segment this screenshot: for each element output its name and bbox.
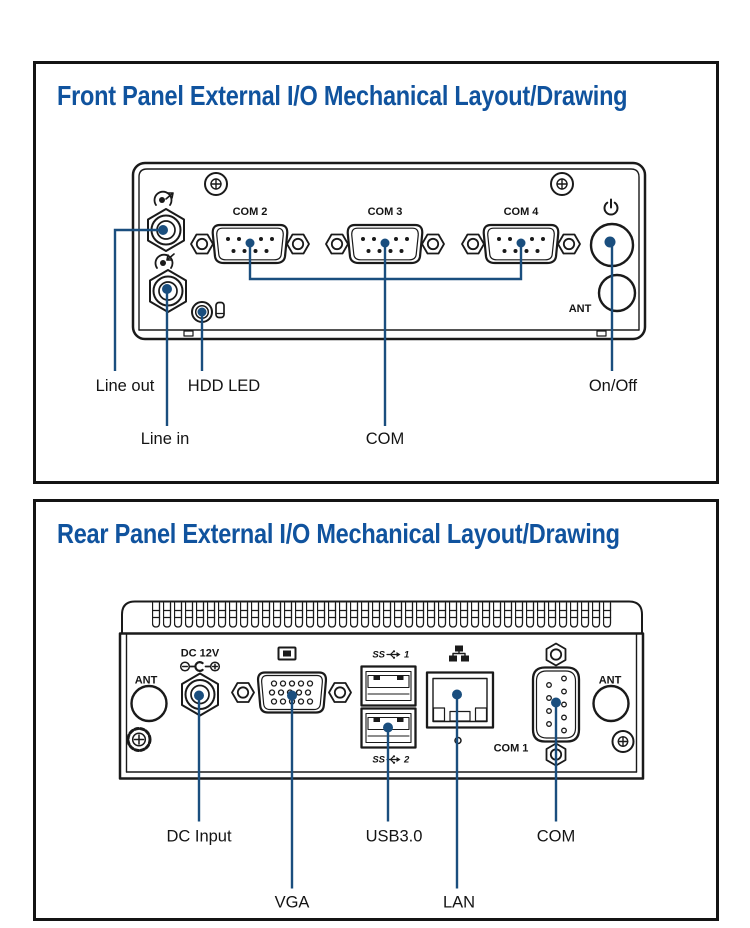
usb2-num-text: 2 [404, 754, 410, 766]
usb1-ss-label [372, 650, 409, 661]
dot-com3 [381, 239, 390, 248]
hdd-icon [216, 303, 224, 318]
rear-ant-right-label: ANT [598, 674, 622, 687]
dot-line-in [162, 284, 172, 294]
dot-com2 [246, 239, 255, 248]
dc-12v-label: DC 12V [180, 647, 220, 660]
front-screw-top-left [205, 173, 227, 195]
usb1-ss-text: SS [372, 649, 385, 661]
dot-hdd-led [198, 308, 207, 317]
lan-icon [449, 646, 469, 662]
usb-port-1 [362, 667, 416, 706]
rear-panel-title: Rear Panel External I/O Mechanical Layout/Drawing [57, 518, 620, 549]
dc-polarity-icon [181, 662, 220, 671]
callout-on-off: On/Off [588, 377, 638, 395]
power-icon [605, 200, 618, 215]
callout-com: COM [365, 430, 405, 448]
usb-trident-icon [387, 650, 401, 659]
callout-line-out: Line out [95, 377, 155, 395]
front-screw-top-right [551, 173, 573, 195]
front-panel-title: Front Panel External I/O Mechanical Layout/Drawing [57, 80, 628, 111]
line-out-icon [155, 192, 174, 205]
com2-label: COM 2 [232, 206, 268, 218]
front-ant-hole [599, 275, 635, 311]
callout-hdd-led: HDD LED [187, 377, 261, 395]
front-panel-drawing [36, 64, 716, 481]
dot-line-out [158, 225, 168, 235]
callout-usb: USB3.0 [365, 827, 423, 846]
com3-label: COM 3 [367, 206, 403, 218]
dot-lan [452, 690, 462, 700]
rear-panel-drawing [36, 502, 716, 919]
dot-com4 [517, 239, 526, 248]
dot-com1 [551, 698, 561, 708]
usb2-ss-label [372, 755, 410, 766]
callout-vga: VGA [274, 893, 310, 912]
dot-vga [287, 691, 297, 701]
front-ant-label: ANT [568, 303, 592, 315]
rear-ant-left-hole [132, 686, 167, 721]
callout-com1: COM [536, 827, 576, 846]
rear-panel-section [33, 499, 719, 921]
line-in-icon [156, 254, 175, 268]
com4-label: COM 4 [503, 206, 539, 218]
callout-lan: LAN [442, 893, 476, 912]
dot-usb2 [383, 723, 393, 733]
dot-power [605, 237, 616, 248]
vent-grille [152, 603, 613, 629]
dot-dc [194, 691, 204, 701]
usb2-ss-text: SS [372, 754, 385, 766]
callout-line-in: Line in [140, 430, 190, 448]
com1-label: COM 1 [493, 742, 529, 755]
usb1-num-text: 1 [404, 649, 410, 661]
rear-ant-left-label: ANT [134, 674, 158, 687]
grounding-screw [128, 729, 150, 751]
rear-ant-right-hole [594, 686, 629, 721]
front-panel-section [33, 61, 719, 484]
vga-icon [279, 648, 296, 660]
lan-port [427, 673, 493, 728]
callout-dc-input: DC Input [166, 827, 232, 846]
rear-screw [613, 731, 634, 752]
